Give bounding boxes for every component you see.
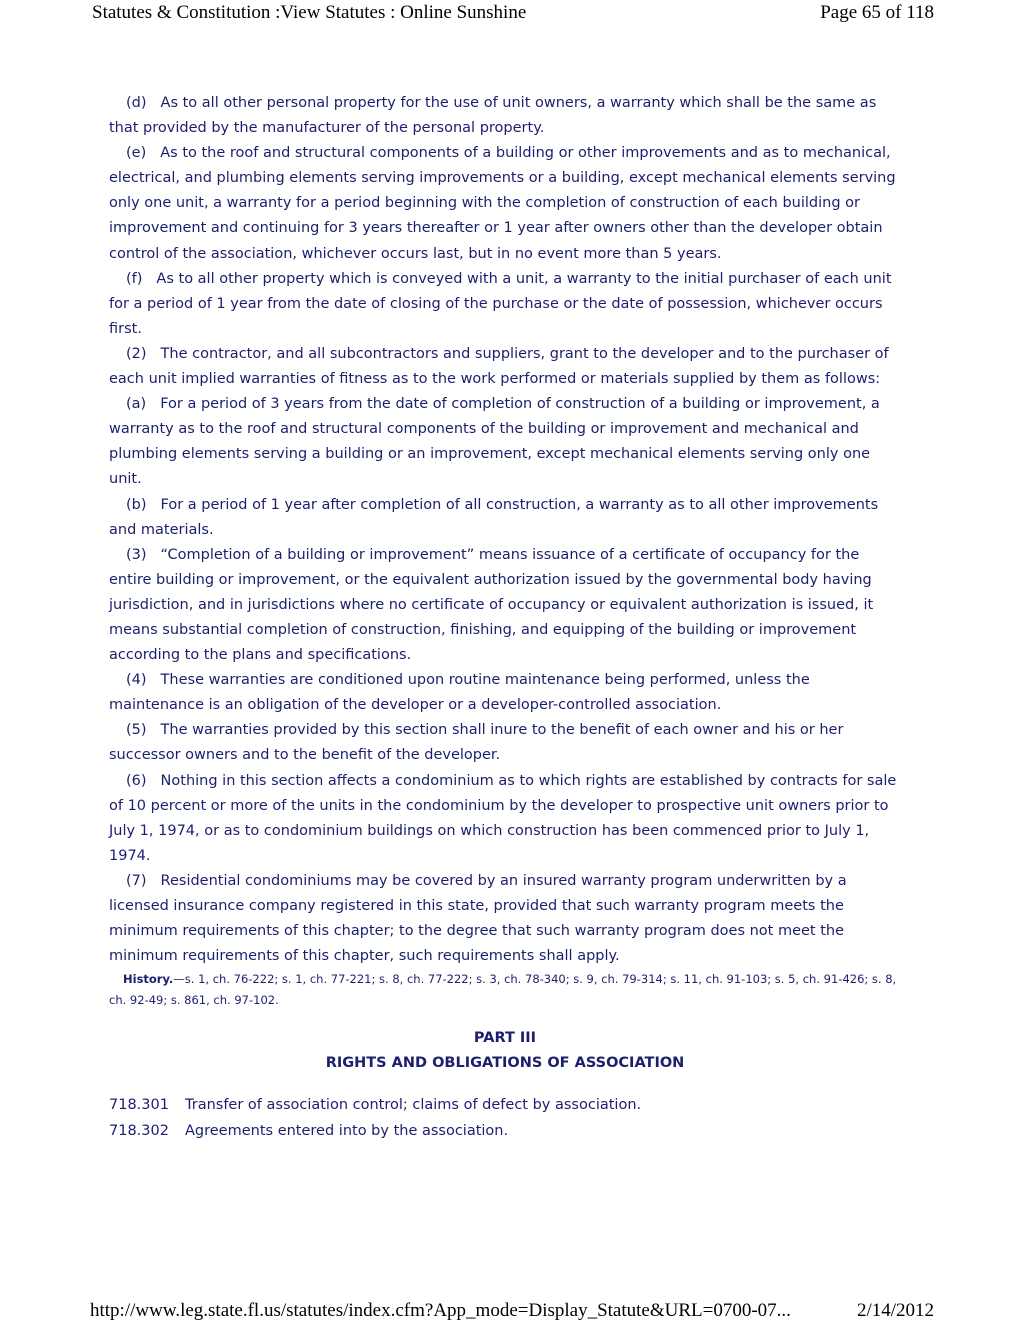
paragraph-label: (4) <box>126 672 147 689</box>
paragraph-label: (6) <box>126 772 147 789</box>
paragraph-text: Residential condominiums may be covered by an insured warranty program underwritten by a licensed insurance company registered in this state, provided that such warranty program meets the minimum requirements of this chapter; to the degree that such warranty program does not meet the minimum requirements of this chapter, such requirements shall apply. <box>109 872 847 965</box>
section-title: Transfer of association control; claims of defect by association. <box>185 1097 642 1114</box>
paragraph-label: (e) <box>126 145 147 162</box>
paragraph-text: The contractor, and all subcontractors and suppliers, grant to the developer and to the purchaser of each unit implied warranties of fitness as to the work performed or materials supplied by them as follows: <box>109 345 889 388</box>
paragraph-text: “Completion of a building or improvement” means issuance of a certificate of occupancy for the entire building or improvement, or the equivalent authorization issued by the governmental body having jurisdiction, and in jurisdictions where no certificate of occupancy or equivalent authorization is issued, it means substantial completion of construction, finishing, and equipping of the building or improvement according to the plans and specifications. <box>109 546 874 664</box>
paragraph-label: (3) <box>126 546 147 563</box>
paragraph-label: (5) <box>126 722 147 739</box>
paragraph-text: For a period of 3 years from the date of completion of construction of a building or improvement, a warranty as to the roof and structural components of the building or improvement and mechanical and plumbing elements serving a building or an improvement, except mechanical elements serving only one unit. <box>109 396 880 488</box>
statute-paragraph <box>109 769 901 869</box>
part-number: PART III <box>473 1030 537 1047</box>
history-note <box>109 969 901 1011</box>
statute-paragraph <box>109 141 901 266</box>
page-number: Page 65 of 118 <box>820 2 934 23</box>
paragraph-label: (f) <box>126 270 143 287</box>
statute-paragraph <box>109 543 901 668</box>
paragraph-text: The warranties provided by this section shall inure to the benefit of each owner and his or her successor owners and to the benefit of the developer. <box>109 722 844 764</box>
paragraph-text: As to all other personal property for the use of unit owners, a warranty which shall be the same as that provided by the manufacturer of the personal property. <box>109 95 877 137</box>
paragraph-text: These warranties are conditioned upon routine maintenance being performed, unless the maintenance is an obligation of the developer or a developer-controlled association. <box>109 672 810 714</box>
paragraph-label: (b) <box>126 496 147 513</box>
browser-print-title: Statutes & Constitution :View Statutes : Online Sunshine <box>92 2 527 23</box>
paragraph-text: For a period of 1 year after completion of all construction, a warranty as to all other improvements and materials. <box>109 496 879 538</box>
statute-body <box>109 91 901 1144</box>
paragraph-text: As to all other property which is conveyed with a unit, a warranty to the initial purchaser of each unit for a period of 1 year from the date of closing of the purchase or the date of possession, whichever occurs first. <box>109 270 892 337</box>
statute-paragraph <box>109 668 901 718</box>
statute-paragraphs <box>109 91 901 969</box>
statute-paragraph <box>109 493 901 543</box>
section-list <box>109 1093 901 1143</box>
section-title: Agreements entered into by the association. <box>185 1122 509 1139</box>
statute-paragraph <box>109 718 901 768</box>
section-number: 718.302 <box>109 1122 169 1139</box>
print-date: 2/14/2012 <box>856 1300 934 1321</box>
history-label: History. <box>123 972 174 987</box>
paragraph-text: As to the roof and structural components of a building or other improvements and as to mechanical, electrical, and plumbing elements serving improvements or a building, except mechanical elements serving only one unit, a warranty for a period beginning with the completion of construction of each building or improvement and continuing for 3 years thereafter or 1 year after owners other than the developer obtain control of the association, whichever occurs last, but in no event more than 5 years. <box>109 145 896 262</box>
statute-paragraph <box>109 392 901 492</box>
section-number: 718.301 <box>109 1097 169 1114</box>
paragraph-label: (7) <box>126 872 147 889</box>
history-text: —s. 1, ch. 76-222; s. 1, ch. 77-221; s. 8, ch. 77-222; s. 3, ch. 78-340; s. 9, ch. 79-314; s. 11, ch. 91-103; s. 5, ch. 91-426; s. 8, ch. 92-49; s. 861, ch. 97-102. <box>109 972 897 1008</box>
paragraph-label: (2) <box>126 345 147 362</box>
section-list-item[interactable] <box>109 1093 901 1118</box>
statute-paragraph <box>109 267 901 342</box>
statute-paragraph <box>109 869 901 969</box>
statute-paragraph <box>109 91 901 141</box>
section-list-item[interactable] <box>109 1119 901 1144</box>
paragraph-label: (d) <box>126 95 147 111</box>
statute-paragraph <box>109 342 901 392</box>
paragraph-label: (a) <box>126 396 147 413</box>
page-url: http://www.leg.state.fl.us/statutes/index.cfm?App_mode=Display_Statute&URL=0700-07... <box>90 1300 791 1321</box>
paragraph-text: Nothing in this section affects a condominium as to which rights are established by contracts for sale of 10 percent or more of the units in the condominium by the developer to prospective unit owners prior to July 1, 1974, or as to condominium buildings on which construction has been commenced prior to July 1, 1974. <box>109 772 897 864</box>
part-title: RIGHTS AND OBLIGATIONS OF ASSOCIATION <box>325 1055 685 1072</box>
